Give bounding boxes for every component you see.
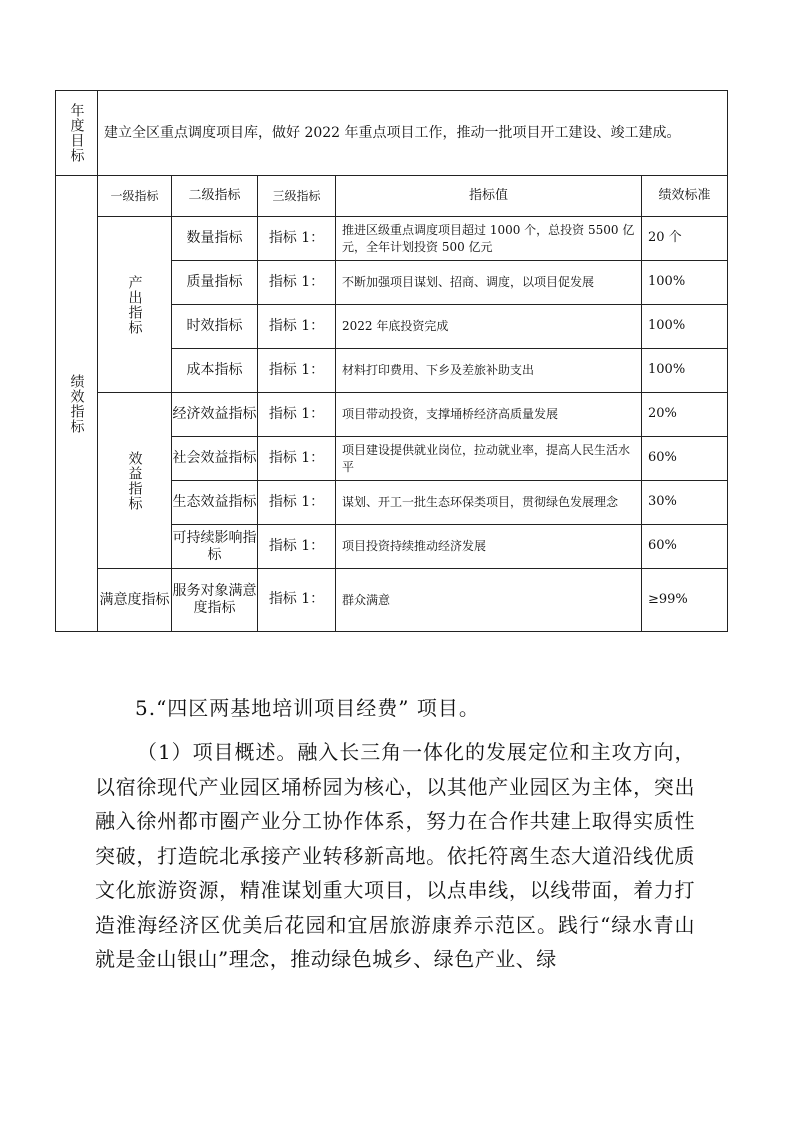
level3-cell: 指标 1： xyxy=(258,437,336,481)
section-paragraph: （1）项目概述。融入长三角一体化的发展定位和主攻方向，以宿徐现代产业园区埇桥园为核心，以其他产业园区为主体，突出融入徐州都市圈产业分工协作体系，努力在合作共建上取得实质性突破，打造皖北承接产业转移新高地。依托符离生态大道沿线优质文化旅游资源，精准谋划重大项目，以点串线，以线带面，着力打造淮海经济区优美后花园和宜居旅游康养示范区。践行“绿水青山就是金山银山”理念，推动绿色城乡、绿色产业、绿 xyxy=(95,740,695,971)
value-cell: 材料打印费用、下乡及差旅补助支出 xyxy=(336,349,642,393)
level2-cell: 社会效益指标 xyxy=(172,437,258,481)
perf-label: 绩效指标 xyxy=(68,373,85,434)
level2-cell: 经济效益指标 xyxy=(172,393,258,437)
value-cell: 项目投资持续推动经济发展 xyxy=(336,525,642,569)
header-row xyxy=(56,176,728,217)
table-row xyxy=(56,217,728,261)
value-cell: 群众满意 xyxy=(336,569,642,632)
standard-cell: 20 个 xyxy=(642,217,728,261)
value-cell: 推进区级重点调度项目超过 1000 个，总投资 5500 亿元，全年计划投资 500 亿元 xyxy=(336,217,642,261)
standard-cell: 100% xyxy=(642,305,728,349)
level2-cell: 质量指标 xyxy=(172,261,258,305)
level1-benefit: 效益指标 xyxy=(126,450,143,511)
value-cell: 项目建设提供就业岗位，拉动就业率，提高人民生活水平 xyxy=(336,437,642,481)
level3-cell: 指标 1： xyxy=(258,217,336,261)
header-standard: 绩效标准 xyxy=(642,176,728,217)
goal-text: 建立全区重点调度项目库，做好 2022 年重点项目工作，推动一批项目开工建设、竣工建成。 xyxy=(98,91,728,176)
standard-cell: 20% xyxy=(642,393,728,437)
table-row xyxy=(56,569,728,632)
level1-output-cell xyxy=(98,217,172,393)
level2-cell: 服务对象满意度指标 xyxy=(172,569,258,632)
level3-cell: 指标 1： xyxy=(258,305,336,349)
level2-cell: 可持续影响指标 xyxy=(172,525,258,569)
level2-cell: 成本指标 xyxy=(172,349,258,393)
level1-satisfaction: 满意度指标 xyxy=(98,569,172,632)
standard-cell: 60% xyxy=(642,525,728,569)
goal-label-cell xyxy=(56,91,98,176)
level3-cell: 指标 1： xyxy=(258,525,336,569)
value-cell: 不断加强项目谋划、招商、调度，以项目促发展 xyxy=(336,261,642,305)
level3-cell: 指标 1： xyxy=(258,349,336,393)
goal-row xyxy=(56,91,728,176)
standard-cell: ≥99% xyxy=(642,569,728,632)
perf-label-cell xyxy=(56,176,98,632)
level2-cell: 数量指标 xyxy=(172,217,258,261)
level2-cell: 时效指标 xyxy=(172,305,258,349)
value-cell: 2022 年底投资完成 xyxy=(336,305,642,349)
section-heading: 5.“四区两基地培训项目经费” 项目。 xyxy=(135,696,480,720)
level3-cell: 指标 1： xyxy=(258,569,336,632)
standard-cell: 60% xyxy=(642,437,728,481)
performance-table xyxy=(55,90,728,632)
header-level3: 三级指标 xyxy=(258,176,336,217)
standard-cell: 100% xyxy=(642,261,728,305)
level1-benefit-cell xyxy=(98,393,172,569)
table-row xyxy=(56,393,728,437)
level2-cell: 生态效益指标 xyxy=(172,481,258,525)
header-level2: 二级指标 xyxy=(172,176,258,217)
level1-output: 产出指标 xyxy=(126,274,143,335)
value-cell: 项目带动投资，支撑埇桥经济高质量发展 xyxy=(336,393,642,437)
level3-cell: 指标 1： xyxy=(258,261,336,305)
standard-cell: 30% xyxy=(642,481,728,525)
level3-cell: 指标 1： xyxy=(258,393,336,437)
standard-cell: 100% xyxy=(642,349,728,393)
value-cell: 谋划、开工一批生态环保类项目，贯彻绿色发展理念 xyxy=(336,481,642,525)
level3-cell: 指标 1： xyxy=(258,481,336,525)
header-level1: 一级指标 xyxy=(98,176,172,217)
header-value: 指标值 xyxy=(336,176,642,217)
goal-label: 年度目标 xyxy=(68,103,85,163)
